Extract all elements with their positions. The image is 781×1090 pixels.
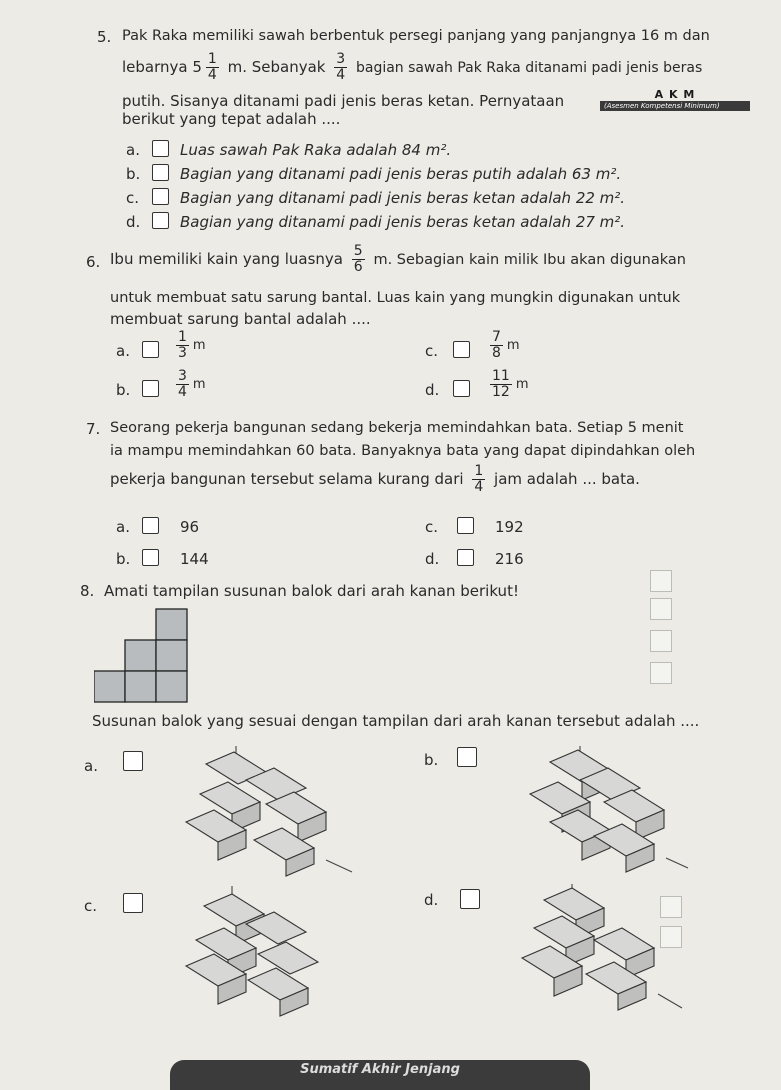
q8-opt-a-label: a. <box>84 757 98 775</box>
q6-line1-post: m. Sebagian kain milik Ibu akan digunakan <box>373 252 686 268</box>
q5-opt-a-text: Luas sawah Pak Raka adalah 84 m². <box>180 141 452 159</box>
q5-line4: berikut yang tepat adalah .... <box>122 110 341 128</box>
q7-line3-pre: pekerja bangunan tersebut selama kurang dari <box>110 470 464 488</box>
q5-opt-c-label: c. <box>126 189 140 207</box>
q7-f-den: 4 <box>474 479 484 495</box>
right-view-cell <box>156 640 187 671</box>
q6-line2: untuk membuat satu sarung bantal. Luas kain yang mungkin digunakan untuk <box>110 290 681 306</box>
q6-opt-d-value <box>486 369 529 400</box>
q8-opt-b-checkbox[interactable] <box>457 747 477 767</box>
q7-opt-a-label: a. <box>116 518 130 536</box>
q7-opt-d-checkbox[interactable] <box>457 549 474 566</box>
q5-line3: putih. Sisanya ditanami padi jenis beras ketan. Pernyataan <box>122 92 565 110</box>
q5-opt-a-checkbox[interactable] <box>152 140 169 157</box>
right-view-cell <box>125 640 156 671</box>
q5-opt-c-checkbox[interactable] <box>152 188 169 205</box>
q5-opt-b-label: b. <box>126 165 141 183</box>
q6-opt-b-checkbox[interactable] <box>142 380 159 397</box>
ghost-box <box>650 630 672 652</box>
q5-opt-d-text: Bagian yang ditanami padi jenis beras ketan adalah 27 m². <box>180 213 626 231</box>
q6-f-den: 6 <box>353 259 363 275</box>
q6-f-num: 5 <box>353 243 363 259</box>
q6-opt-d-num: 11 <box>492 368 510 384</box>
q7-line1: Seorang pekerja bangunan sedang bekerja memindahkan bata. Setiap 5 menit <box>110 420 684 436</box>
q6-number: 6. <box>86 253 101 271</box>
ghost-box <box>650 598 672 620</box>
ghost-box <box>660 896 682 918</box>
q6-opt-a-den: 3 <box>178 345 187 361</box>
q5-number: 5. <box>97 28 112 46</box>
q8-opt-d-label: d. <box>424 891 439 909</box>
q7-opt-b-checkbox[interactable] <box>142 549 159 566</box>
q5-lebar-num: 1 <box>207 51 217 67</box>
q5-line2-pre: lebarnya <box>122 58 188 76</box>
q6-opt-b-unit: m <box>192 377 206 392</box>
q5-line2-post: bagian sawah Pak Raka ditanami padi jenis beras <box>355 60 703 76</box>
right-view-cell <box>125 671 156 702</box>
q6-line3: membuat sarung bantal adalah .... <box>110 310 371 328</box>
ghost-box <box>650 662 672 684</box>
q6-opt-d-den: 12 <box>492 384 510 400</box>
q7-opt-d-label: d. <box>425 550 440 568</box>
q8-opt-a-checkbox[interactable] <box>123 751 143 771</box>
q7-number: 7. <box>86 420 101 438</box>
q6-opt-d-unit: m <box>515 377 529 392</box>
q7-opt-c-text: 192 <box>495 518 524 536</box>
q8-opt-c-label: c. <box>84 897 98 915</box>
q7-line3 <box>110 464 640 495</box>
q5-line2 <box>122 52 702 83</box>
right-view-cell <box>156 609 187 640</box>
footer-title: Sumatif Akhir Jenjang <box>300 1062 460 1077</box>
q6-opt-c-unit: m <box>506 338 520 353</box>
q7-opt-c-checkbox[interactable] <box>457 517 474 534</box>
q5-opt-c-text: Bagian yang ditanami padi jenis beras ketan adalah 22 m². <box>180 189 626 207</box>
q5-opt-b-checkbox[interactable] <box>152 164 169 181</box>
q6-opt-d-label: d. <box>425 381 440 399</box>
akm-badge-subtitle: (Asesmen Kompetensi Minimum) <box>600 101 750 111</box>
q8-opt-c-blocks <box>176 884 356 1018</box>
q6-opt-b-label: b. <box>116 381 131 399</box>
q6-opt-a-value <box>172 330 206 361</box>
q7-opt-c-label: c. <box>425 518 439 536</box>
q5-lebar-den: 4 <box>207 67 217 83</box>
q5-line1: Pak Raka memiliki sawah berbentuk persegi panjang yang panjangnya 16 m dan <box>122 28 710 44</box>
q8-line1: Amati tampilan susunan balok dari arah kanan berikut! <box>104 582 519 600</box>
right-view-cell <box>156 671 187 702</box>
q5-lebar-whole: 5 <box>192 58 202 76</box>
right-view-cell <box>94 671 125 702</box>
q5-part-den: 4 <box>336 67 346 83</box>
q6-opt-c-label: c. <box>425 342 439 360</box>
q8-opt-a-blocks <box>176 742 356 878</box>
q5-part-num: 3 <box>336 51 346 67</box>
q6-line1 <box>110 244 686 275</box>
q8-line2: Susunan balok yang sesuai dengan tampilan dari arah kanan tersebut adalah .... <box>92 712 700 730</box>
q6-opt-b-den: 4 <box>178 384 187 400</box>
q6-opt-c-value <box>486 330 520 361</box>
akm-badge <box>600 88 750 116</box>
q5-opt-d-label: d. <box>126 213 141 231</box>
q5-line2-mid: m. Sebanyak <box>227 58 326 76</box>
ghost-box <box>650 570 672 592</box>
q7-f-num: 1 <box>474 463 484 479</box>
q6-opt-a-checkbox[interactable] <box>142 341 159 358</box>
q6-line1-pre: Ibu memiliki kain yang luasnya <box>110 250 343 268</box>
q6-opt-b-value <box>172 369 206 400</box>
q7-opt-b-text: 144 <box>180 550 209 568</box>
q8-opt-b-label: b. <box>424 751 439 769</box>
ghost-box <box>660 926 682 948</box>
q7-opt-a-text: 96 <box>180 518 200 536</box>
q6-opt-c-num: 7 <box>492 329 501 345</box>
q7-opt-a-checkbox[interactable] <box>142 517 159 534</box>
akm-badge-title: A K M <box>654 88 696 101</box>
q6-opt-c-checkbox[interactable] <box>453 341 470 358</box>
q8-opt-d-checkbox[interactable] <box>460 889 480 909</box>
footer-bar <box>170 1060 590 1090</box>
block <box>258 942 318 974</box>
q8-opt-b-blocks <box>510 742 690 878</box>
q7-line3-post: jam adalah ... bata. <box>494 470 640 488</box>
q7-opt-b-label: b. <box>116 550 131 568</box>
q5-opt-b-text: Bagian yang ditanami padi jenis beras putih adalah 63 m². <box>180 165 622 183</box>
q6-opt-d-checkbox[interactable] <box>453 380 470 397</box>
q6-opt-b-num: 3 <box>178 368 187 384</box>
right-view-figure <box>94 606 194 706</box>
q6-opt-c-den: 8 <box>492 345 501 361</box>
q7-opt-d-text: 216 <box>495 550 524 568</box>
q8-number: 8. <box>80 582 95 600</box>
q8-opt-c-checkbox[interactable] <box>123 893 143 913</box>
q5-lebar-mixed <box>192 51 222 83</box>
q5-opt-a-label: a. <box>126 141 140 159</box>
q6-opt-a-unit: m <box>192 338 206 353</box>
q5-opt-d-checkbox[interactable] <box>152 212 169 229</box>
q7-line2: ia mampu memindahkan 60 bata. Banyaknya bata yang dapat dipindahkan oleh <box>110 443 696 459</box>
q6-opt-a-label: a. <box>116 342 130 360</box>
q6-opt-a-num: 1 <box>178 329 187 345</box>
